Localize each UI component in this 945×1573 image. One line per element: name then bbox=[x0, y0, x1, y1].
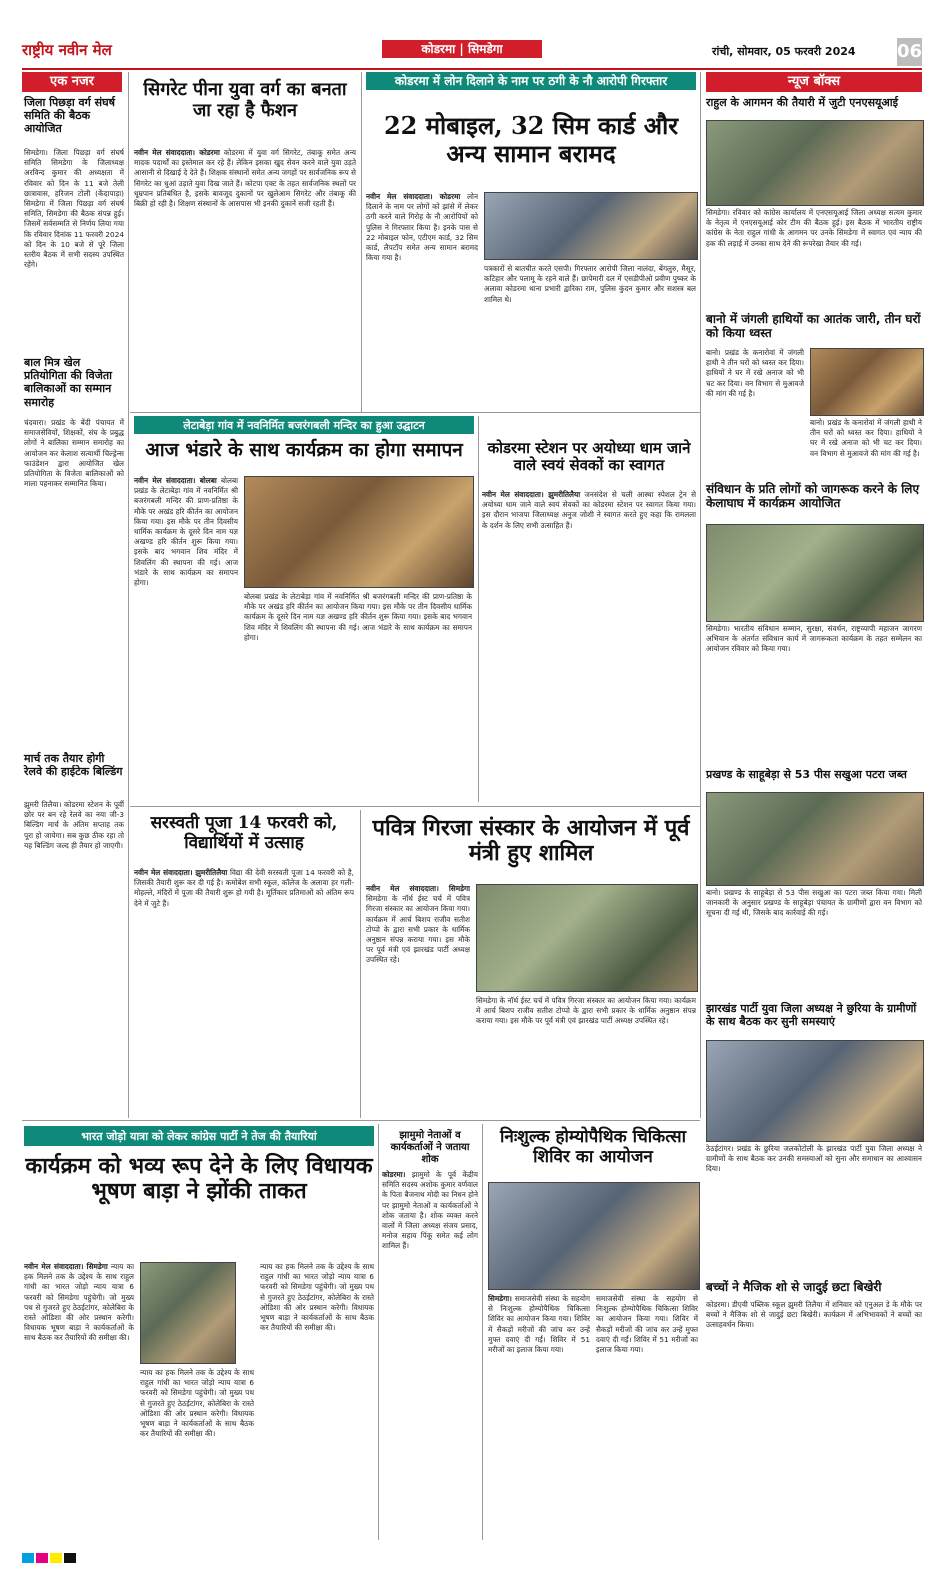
story-headline: बानो में जंगली हाथियों का आतंक जारी, तीन घरों को किया ध्वस्त bbox=[706, 312, 921, 341]
story-body bbox=[134, 148, 356, 408]
story-text: झामुमो के पूर्व केंद्रीय समिति सदस्य अशोक कुमार वर्णवाल के पिता बैजनाथ मोदी का निधन होने पर झामुमो नेताओं व कार्यकर्ताओं ने शोक जताया है। शोक व्यक्त करने वालों में जिला अध्यक्ष संजय प्रसाद, मनोज सहाय पिंकू समेत कई लोग शामिल हैं। bbox=[382, 1170, 478, 1251]
story-body-continued: समाजसेवी संस्था के सहयोग से निःशुल्क होम्योपैथिक चिकित्सा शिविर का आयोजन किया गया। शिविर में सैकड़ों मरीजों की जांच कर उन्हें मुफ्त दवाएं दी गईं। शिविर में 51 मरीजों का इलाज किया गया। bbox=[596, 1294, 698, 1355]
story-body-continued: न्याय का हक मिलने तक के उद्देश्य के साथ राहुल गांधी का भारत जोड़ो न्याय यात्रा 6 फरवरी को सिमडेगा पहुंचेगी। जो मुख्य पथ से गुजरते हुए ठेठईटांगर, कोलेबिरा के रास्ते ओडिशा की ओर प्रस्थान करेगी। विधायक भूषण बाड़ा ने कार्यकर्ताओं के साथ बैठक कर तैयारियों की समीक्षा की। bbox=[260, 1262, 374, 1333]
masthead: राष्ट्रीय नवीन मेल bbox=[22, 41, 112, 59]
seizure-photo bbox=[706, 792, 924, 886]
section-tag: कोडरमा | सिमडेगा bbox=[382, 40, 542, 58]
story-text: न्याय का हक मिलने तक के उद्देश्य के साथ राहुल गांधी का भारत जोड़ो न्याय यात्रा 6 फरवरी को सिमडेगा पहुंचेगी। जो मुख्य पथ से गुजरते हुए ठेठईटांगर, कोलेबिरा के रास्ते ओडिशा की ओर प्रस्थान करेगी। विधायक भूषण बाड़ा ने कार्यकर्ताओं के साथ बैठक कर तैयारियों की समीक्षा की। bbox=[24, 1262, 134, 1343]
column-divider bbox=[360, 810, 361, 1118]
camp-photo bbox=[488, 1182, 700, 1290]
cyan-swatch bbox=[22, 1553, 34, 1563]
row-divider bbox=[22, 1120, 700, 1121]
dateline: रांची, सोमवार, 05 फरवरी 2024 bbox=[712, 45, 856, 58]
story-body bbox=[134, 868, 354, 1116]
press-photo bbox=[484, 192, 698, 260]
story-kicker: भारत जोड़ो यात्रा को लेकर कांग्रेस पार्टी ने तेज की तैयारियां bbox=[81, 1130, 317, 1143]
byline: नवीन मेल संवाददाता। कोडरमा bbox=[366, 192, 461, 201]
byline: सिमडेगा। bbox=[488, 1294, 512, 1303]
story-body-continued: न्याय का हक मिलने तक के उद्देश्य के साथ राहुल गांधी का भारत जोड़ो न्याय यात्रा 6 फरवरी को सिमडेगा पहुंचेगी। जो मुख्य पथ से गुजरते हुए ठेठईटांगर, कोलेबिरा के रास्ते ओडिशा की ओर प्रस्थान करेगी। विधायक भूषण बाड़ा ने कार्यकर्ताओं के साथ बैठक कर तैयारियों की समीक्षा की। bbox=[140, 1368, 254, 1439]
story-body: सिमडेगा। भारतीय संविधान सम्मान, सुरक्षा, संवर्धन, राष्ट्रव्यापी महाजन जागरण अभियान के अंतर्गत संविधान कार्य में जागरूकता कार्यक्रम के तहत सम्मेलन का आयोजन रविवार को किया गया। bbox=[706, 624, 922, 654]
ceremony-photo bbox=[476, 884, 698, 992]
story-text: सिमडेगा के नॉर्थ ईस्ट चर्च में पवित्र गिरजा संस्कार का आयोजन किया गया। कार्यक्रम में आर्च बिशप राजीव सतीश टोप्पो के द्वारा सभी प्रकार के धार्मिक अनुष्ठान संपन्न कराया गया। इस मौके पर पूर्व मंत्री एवं झारखंड पार्टी अध्यक्ष उपस्थित रहे। bbox=[366, 894, 470, 965]
story-body: कोडरमा। डीएवी पब्लिक स्कूल झुमरी तिलैया में शनिवार को एनुअल डे के मौके पर बच्चों ने मैजिक शो से जादुई छटा बिखेरी। कार्यक्रम में अभिभावकों ने बच्चों का उत्साहवर्धन किया। bbox=[706, 1300, 922, 1330]
byline: नवीन मेल संवाददाता। सिमडेगा bbox=[24, 1262, 108, 1271]
column-divider bbox=[128, 72, 129, 1118]
damaged-house-photo bbox=[810, 348, 924, 416]
page-number: 06 bbox=[897, 38, 922, 66]
story-body: ठेठईटांगर। प्रखंड के छुरिया जलकोटोली के झारखंड पार्टी युवा जिला अध्यक्ष ने ग्रामीणों के साथ बैठक कर उनकी समस्याओं को सुना और समाधान का आश्वासन दिया। bbox=[706, 1144, 922, 1174]
story-kicker: लेटाबेड़ा गांव में नवनिर्मित बजरंगबली मन्दिर का हुआ उद्घाटन bbox=[183, 419, 425, 432]
story-body bbox=[482, 490, 696, 802]
story-text: बोलबा प्रखंड के लेटाबेड़ा गांव में नवनिर्मित श्री बजरंगबली मन्दिर की प्राण-प्रतिष्ठा के मौके पर अखंड हरि कीर्तन का आयोजन किया गया। इस मौके पर तीन दिवसीय धार्मिक कार्यक्रम के दूसरे दिन नाम यज्ञ अखण्ड हरि कीर्तन शुरू किया गया। इसके बाद भगवान शिव मंदिर में शिवलिंग की स्थापना की गई। आज भंडारे के साथ कार्यक्रम का समापन होगा। bbox=[134, 476, 238, 588]
story-body: बानो। प्रखंड के कनारोवां में जंगली हाथी ने तीन घरों को ध्वस्त कर दिया। हाथियों ने घर में रखे अनाज को भी चट कर दिया। वन विभाग से मुआवजे की मांग की गई है। bbox=[706, 348, 804, 398]
black-swatch bbox=[64, 1553, 76, 1563]
story-body bbox=[366, 192, 478, 408]
program-photo bbox=[706, 524, 924, 622]
story-body bbox=[366, 884, 470, 1116]
story-body: सिमडेगा। रविवार को कांग्रेस कार्यालय में एनएसयूआई जिला अध्यक्ष सत्यम कुमार के नेतृत्व में एनएसयूआई कोर टीम की बैठक हुई। इस बैठक में भारतीय राष्ट्रीय कांग्रेस के नेता राहुल गांधी के आगमन पर उनके सिमडेगा में स्वागत एवं न्याय की हक की लड़ाई में उनका साथ देने की रूपरेखा तैयार की गई। bbox=[706, 208, 922, 248]
village-meeting-photo bbox=[706, 1040, 924, 1142]
story-text: समाजसेवी संस्था के सहयोग से निःशुल्क होम्योपैथिक चिकित्सा शिविर का आयोजन किया गया। शिविर में सैकड़ों मरीजों की जांच कर उन्हें मुफ्त दवाएं दी गईं। शिविर में 51 मरीजों का इलाज किया गया। bbox=[488, 1294, 590, 1355]
byline: नवीन मेल संवाददाता। झुमरीतिलैया bbox=[134, 868, 228, 877]
story-headline: जिला पिछड़ा वर्ग संघर्ष समिति की बैठक आयोजित bbox=[24, 96, 115, 136]
byline: नवीन मेल संवाददाता। झुमरीतिलैया bbox=[482, 490, 581, 499]
row-divider bbox=[130, 806, 700, 807]
yellow-swatch bbox=[50, 1553, 62, 1563]
ek-nazar-tag: एक नजर bbox=[22, 72, 122, 92]
story-text: लोन दिलाने के नाम पर लोगों को झांसे में लेकर ठगी करने वाले गिरोह के नौ आरोपियों को पुलिस ने गिरफ्तार किया है। इनके पास से 22 मोबाइल फोन, एटीएम कार्ड, 32 सिम कार्ड, लैपटॉप समेत अन्य सामान बरामद किया गया है। bbox=[366, 192, 478, 263]
byline: कोडरमा। bbox=[382, 1170, 406, 1179]
byline: नवीन मेल संवाददाता। बोलबा bbox=[134, 476, 217, 485]
header-rule bbox=[22, 68, 922, 70]
meeting-photo bbox=[706, 120, 924, 206]
story-headline: सरस्वती पूजा 14 फरवरी को, विद्यार्थियों में उत्साह bbox=[150, 813, 338, 853]
story-body bbox=[382, 1170, 478, 1538]
photo-caption: पत्रकारों से बातचीत करते एसपी। गिरफ्तार आरोपी जिला नालंदा, बेंगलुरु, मैसूर, कटिहार और पलामू के रहने वाले हैं। छापेमारी दल में एसडीपीओ प्रवीण पुष्कर के अलावा कोडरमा थाना प्रभारी द्वारिका राम, पुलिस कुंदन कुमार और सशस्त्र बल शामिल थे। bbox=[484, 264, 696, 304]
column-divider bbox=[478, 416, 479, 802]
story-headline: 22 मोबाइल, 32 सिम कार्ड और अन्य सामान बरामद bbox=[383, 111, 679, 168]
story-headline: पवित्र गिरजा संस्कार के आयोजन में पूर्व मंत्री हुए शामिल bbox=[372, 815, 690, 867]
news-box-tag: न्यूज बॉक्स bbox=[706, 72, 922, 92]
story-headline: झारखंड पार्टी युवा जिला अध्यक्ष ने छुरिया के ग्रामीणों के साथ बैठक कर सुनी समस्याएं bbox=[706, 1002, 917, 1029]
story-headline: आज भंडारे के साथ कार्यक्रम का होगा समापन bbox=[145, 439, 463, 461]
story-body: चंदवारा। प्रखंड के बेंदी पंचायत में समाजसेवियों, शिक्षकों, संघ के प्रबुद्ध लोगों ने बालिका सम्मान समारोह का आयोजन कर केलाश सत्यार्थी चिल्ड्रेन्स फाउंडेशन द्वारा आयोजित खेल प्रतियोगिता के विजेता बालिकाओं को माला पहनाकर सम्मानित किया। bbox=[24, 418, 124, 489]
print-registration-bar bbox=[22, 1548, 922, 1560]
story-headline: मार्च तक तैयार होगी रेलवे की हाईटेक बिल्डिंग bbox=[24, 752, 123, 779]
story-body: झुमरी तिलैया। कोडरमा स्टेशन के पूर्वी छोर पर बन रहे रेलवे का नया जी-3 बिल्डिंग मार्च के अंतिम सप्ताह तक पूरा हो जायेगा। सब कुछ ठीक रहा तो यह बिल्डिंग जल्द ही तैयार हो जाएगी। bbox=[24, 800, 124, 850]
story-headline: सिगरेट पीना युवा वर्ग का बनता जा रहा है फैशन bbox=[143, 79, 347, 121]
story-body bbox=[134, 476, 238, 802]
story-body: सिमडेगा। जिला पिछड़ा वर्ग संघर्ष समिति सिमडेगा के जिलाध्यक्ष अरविन्द कुमार की अध्यक्षता में रविवार को दिन के 11 बजे तेली छात्रावास, हरिजन टोली (केंदापाड़ा) सिमडेगा में जिला पिछड़ा वर्ग संघर्ष समिति, सिमडेगा की बैठक संपन्न हुई। जिसमें सर्वसम्मति से निर्णय लिया गया कि रविवार दिनांक 11 फरवरी 2024 को दिन के 10 बजे से पूरे जिला स्तरीय बैठक में सभी सदस्य उपस्थित रहेंगे। bbox=[24, 148, 124, 270]
column-divider bbox=[482, 1124, 483, 1540]
page-header bbox=[22, 38, 922, 68]
story-banner: कोडरमा में लोन दिलाने के नाम पर ठगी के नौ आरोपी गिरफ्तार bbox=[366, 72, 696, 90]
story-text: विद्या की देवी सरस्वती पूजा 14 फरवरी को है, जिसकी तैयारी शुरू कर दी गई है। कमोबेश सभी स्कूल, कॉलेज के अलावा हर गली-मोहल्ले, मंदिरों में पूजा की तैयारी शुरू हो गयी है। मूर्तिकार प्रतिमाओं को अंतिम रूप देने में जुटे हैं। bbox=[134, 868, 354, 908]
magenta-swatch bbox=[36, 1553, 48, 1563]
story-text: जनसंदेश से चली आस्था स्पेशल ट्रेन से अयोध्या धाम जाने वाले स्वयं सेवकों का कोडरमा स्टेशन पर स्वागत किया गया। इस दौरान भाजपा जिलाध्यक्ष अनुज जोशी ने स्वागत करते हुए कहा कि रामलला के दर्शन के लिए सभी उत्साहित हैं। bbox=[482, 490, 696, 530]
byline: नवीन मेल संवाददाता। सिमडेगा bbox=[366, 884, 470, 893]
story-body-continued: बानो। प्रखंड के कनारोवां में जंगली हाथी ने तीन घरों को ध्वस्त कर दिया। हाथियों ने घर में रखे अनाज को भी चट कर दिया। वन विभाग से मुआवजे की मांग की गई है। bbox=[810, 418, 922, 458]
story-body: बानो। प्रखण्ड के साहूबेड़ा से 53 पीस सखुआ का पटरा जब्त किया गया। मिली जानकारी के अनुसार प्रखण्ड के साहूबेड़ा पंचायत के ग्रामीणों द्वारा वन विभाग को सूचना दी गई थी, जिसके बाद कार्रवाई की गई। bbox=[706, 888, 922, 918]
story-body-continued: बोलबा प्रखंड के लेटाबेड़ा गांव में नवनिर्मित श्री बजरंगबली मन्दिर की प्राण-प्रतिष्ठा के मौके पर अखंड हरि कीर्तन का आयोजन किया गया। इस मौके पर तीन दिवसीय धार्मिक कार्यक्रम के दूसरे दिन नाम यज्ञ अखण्ड हरि कीर्तन शुरू किया गया। इसके बाद भगवान शिव मंदिर में शिवलिंग की स्थापना की गई। आज भंडारे के साथ कार्यक्रम का समापन होगा। bbox=[244, 592, 472, 642]
story-headline: कार्यक्रम को भव्य रूप देने के लिए विधायक भूषण बाड़ा ने झोंकी ताकत bbox=[25, 1153, 373, 1205]
temple-photo bbox=[244, 476, 474, 588]
story-body bbox=[24, 1262, 134, 1538]
row-divider bbox=[130, 412, 700, 413]
story-headline: कोडरमा स्टेशन पर अयोध्या धाम जाने वाले स्वयं सेवकों का स्वागत bbox=[487, 439, 691, 475]
story-text: कोडरमा में युवा वर्ग सिगरेट, तंबाकू समेत अन्य मादक पदार्थों का इस्तेमाल कर रहे हैं। लेकिन इसका खुद सेवन करने वाले युवा उड़ते आसानी से दिखाई दे देते हैं। शिक्षक संस्थानों समेत अन्य जगहों पर सार्वजनिक रूप से सिगरेट का धुआं उड़ाते युवा दिख जाते हैं। कोटपा एक्ट के तहत सार्वजनिक स्थलों पर धूम्रपान प्रतिबंधित है, इसके बावजूद दुकानों पर खुलेआम सिगरेट और तंबाकू की बिक्री हो रही है। शिक्षण संस्थानों के आसपास भी इनकी दुकानें सजी रहती हैं। bbox=[134, 148, 356, 209]
story-body bbox=[488, 1294, 590, 1538]
story-headline: बच्चों ने मैजिक शो से जादुई छटा बिखेरी bbox=[706, 1280, 882, 1294]
column-divider bbox=[361, 72, 362, 412]
column-divider bbox=[378, 1124, 379, 1540]
story-headline: प्रखण्ड के साहूबेड़ा से 53 पीस सखुआ पटरा जब्त bbox=[706, 768, 907, 781]
story-headline: संविधान के प्रति लोगों को जागरूक करने के लिए केलाघाघ में कार्यक्रम आयोजित bbox=[706, 482, 920, 511]
column-divider bbox=[700, 72, 701, 1118]
story-headline: बाल मित्र खेल प्रतियोगिता की विजेता बालिकाओं का सम्मान समारोह bbox=[24, 356, 112, 409]
story-headline: झामुमो नेताओं व कार्यकर्ताओं ने जताया शोक bbox=[390, 1130, 470, 1165]
story-headline: निःशुल्क होम्योपैथिक चिकित्सा शिविर का आयोजन bbox=[499, 1127, 686, 1167]
portrait-photo bbox=[140, 1262, 236, 1364]
byline: नवीन मेल संवाददाता। कोडरमा bbox=[134, 148, 220, 157]
story-headline: राहुल के आगमन की तैयारी में जुटी एनएसयूआई bbox=[706, 96, 899, 109]
story-body-continued: सिमडेगा के नॉर्थ ईस्ट चर्च में पवित्र गिरजा संस्कार का आयोजन किया गया। कार्यक्रम में आर्च बिशप राजीव सतीश टोप्पो के द्वारा सभी प्रकार के धार्मिक अनुष्ठान संपन्न कराया गया। इस मौके पर पूर्व मंत्री एवं झारखंड पार्टी अध्यक्ष उपस्थित रहे। bbox=[476, 996, 696, 1026]
